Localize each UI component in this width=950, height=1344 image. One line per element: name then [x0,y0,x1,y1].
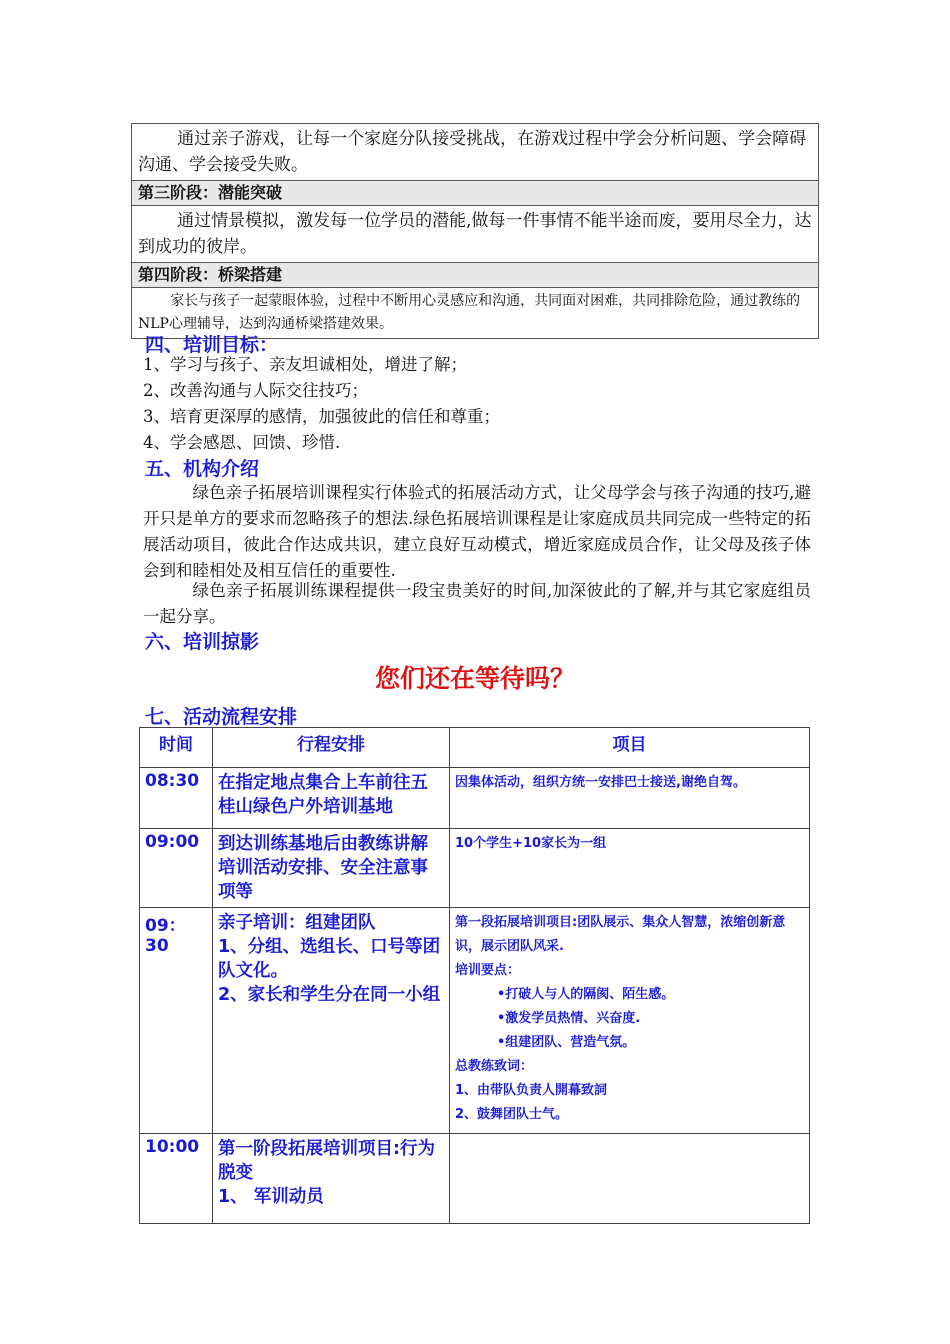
project-line: 因集体活动，组织方统一安排巴士接送,谢绝自驾。 [455,775,746,790]
project-bullet: •激发学员热情、兴奋度. [497,1011,641,1026]
row-time: 09：30 [140,908,213,1134]
plan-line: 亲子培训：组建团队 [218,913,376,933]
org-intro-paragraph-1: 绿色亲子拓展培训课程实行体验式的拓展活动方式，让父母学会与孩子沟通的技巧,避开只是单方的要求而忽略孩子的想法.绿色拓展培训课程是让家庭成员共同完成一些特定的拓展活动项目，彼此合作达成共识，建立良好互动模式，增近家庭成员合作，让父母及孩子体会到和睦相处及相互信任的重要性. [143,483,811,580]
project-line: 总教练致词： [455,1059,534,1074]
row-time: 08:30 [140,768,213,829]
plan-line: 1、分组、选组长、口号等团队文化。 [218,937,441,981]
row-plan [213,829,450,908]
row-plan [213,908,450,1134]
stage3-text: 通过情景模拟，激发每一位学员的潜能,做每一件事情不能半途而废，要用尽全力，达到成功的彼岸。 [132,206,819,263]
table-row [140,908,810,1134]
section7-title: 七、活动流程安排 [145,706,298,728]
stage-table [131,123,819,339]
row-plan [213,768,450,829]
plan-line: 第一阶段拓展培训项目:行为脱变 [218,1139,435,1183]
project-bullet: •组建团队、营造气氛。 [497,1035,636,1050]
table-row [140,829,810,908]
row-plan [213,1134,450,1224]
project-line: 2、鼓舞团队士气。 [455,1107,569,1122]
header-plan: 行程安排 [213,728,450,768]
schedule-header-row [140,728,810,768]
row-project [450,1134,810,1224]
table-row [140,1134,810,1224]
row-time: 10:00 [140,1134,213,1224]
project-line: 10个学生+10家长为一组 [455,836,607,851]
plan-line: 1、 军训动员 [218,1187,324,1207]
stage-intro-text: 通过亲子游戏，让每一个家庭分队接受挑战，在游戏过程中学会分析问题、学会障碍沟通、学会接受失败。 [132,124,819,181]
header-project: 项目 [450,728,810,768]
goal-item: 4、学会感恩、回馈、珍惜. [143,433,341,452]
row-project [450,768,810,829]
plan-line: 在指定地点集合上车前往五桂山绿色户外培训基地 [218,773,428,817]
schedule-table [139,727,810,1224]
stage3-title: 第三阶段：潜能突破 [132,181,819,206]
project-bullet: •打破人与人的隔阂、陌生感。 [497,987,675,1002]
goal-item: 3、培育更深厚的感情，加强彼此的信任和尊重； [143,407,500,426]
row-project [450,829,810,908]
stage4-title: 第四阶段：桥梁搭建 [132,263,819,288]
project-line: 第一段拓展培训项目:团队展示、集众人智慧，浓缩创新意识，展示团队风采. [455,915,786,954]
training-goals-list [143,352,500,456]
stage4-text: 家长与孩子一起蒙眼体验，过程中不断用心灵感应和沟通，共同面对困难，共同排除危险，通过教练的NLP心理辅导，达到沟通桥梁搭建效果。 [132,288,819,339]
project-line: 培训要点： [455,963,521,978]
row-project [450,908,810,1134]
goal-item: 1、学习与孩子、亲友坦诚相处，增进了解； [143,355,467,374]
row-time: 09:00 [140,829,213,908]
section6-title: 六、培训掠影 [145,631,260,653]
table-row [140,768,810,829]
section4-title: 四、培训目标： [145,334,279,356]
header-time: 时间 [140,728,213,768]
section5-title: 五、机构介绍 [145,458,260,480]
project-line: 1、由带队负责人開幕致詞 [455,1083,608,1098]
plan-line: 2、家长和学生分在同一小组 [218,985,441,1005]
plan-line: 到达训练基地后由教练讲解培训活动安排、安全注意事项等 [218,834,428,902]
waiting-headline: 您们还在等待吗？ [374,664,575,693]
goal-item: 2、改善沟通与人际交往技巧； [143,381,368,400]
org-intro-paragraph-2: 绿色亲子拓展训练课程提供一段宝贵美好的时间,加深彼此的了解,并与其它家庭组员一起分享。 [143,581,811,626]
